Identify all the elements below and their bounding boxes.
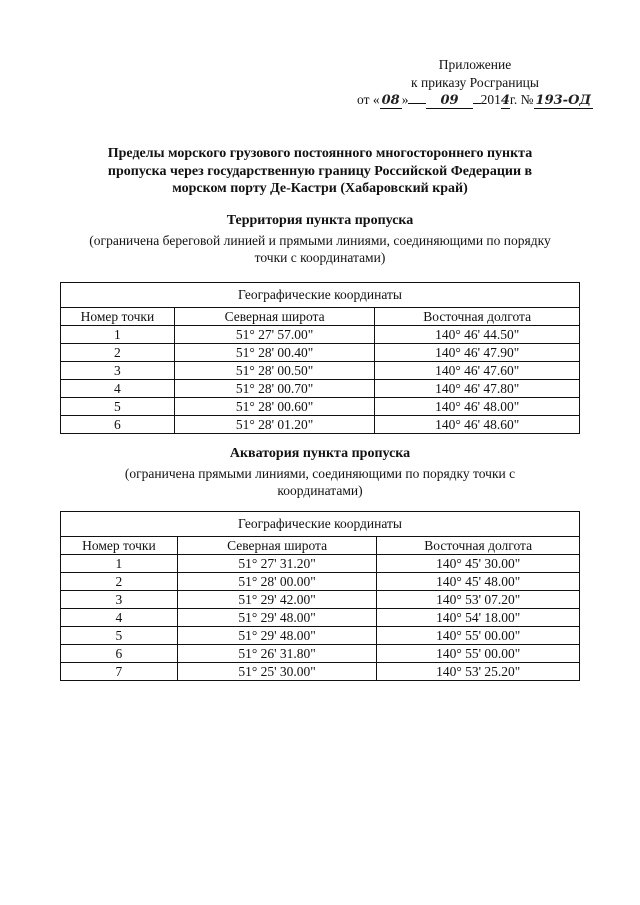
aquatory-subtitle — [60, 465, 580, 499]
territory-group-header: Географические координаты — [61, 283, 580, 308]
date-prefix: от « — [357, 92, 380, 107]
table-row — [61, 362, 580, 380]
table-row — [61, 326, 580, 344]
aquatory-coordinates-table — [60, 511, 580, 681]
point-number-cell: 5 — [61, 398, 175, 416]
latitude-cell: 51° 28' 01.20" — [174, 416, 375, 434]
longitude-cell: 140° 46' 48.60" — [375, 416, 580, 434]
longitude-cell: 140° 46' 47.80" — [375, 380, 580, 398]
title-line-2: пропуска через государственную границу Российской Федерации в — [107, 163, 533, 179]
aquatory-heading: Акватория пункта пропуска — [229, 446, 411, 461]
longitude-cell: 140° 55' 00.00" — [377, 645, 580, 663]
latitude-cell: 51° 28' 00.70" — [174, 380, 375, 398]
point-number-cell: 1 — [61, 326, 175, 344]
table-row — [61, 663, 580, 681]
order-number: 193-ОД — [535, 93, 591, 108]
table-row — [61, 591, 580, 609]
appendix-label: Приложение — [438, 57, 512, 72]
latitude-cell: 51° 28' 00.60" — [174, 398, 375, 416]
table-row — [61, 573, 580, 591]
territory-subtitle — [60, 232, 580, 266]
territory-sub-line-2: точки с координатами) — [254, 250, 386, 265]
latitude-cell: 51° 28' 00.00" — [177, 573, 377, 591]
aquatory-group-header: Географические координаты — [61, 512, 580, 537]
point-number-cell: 3 — [61, 362, 175, 380]
table-row — [61, 645, 580, 663]
latitude-cell: 51° 25' 30.00" — [177, 663, 377, 681]
latitude-cell: 51° 27' 57.00" — [174, 326, 375, 344]
latitude-cell: 51° 28' 00.50" — [174, 362, 375, 380]
point-number-cell: 2 — [61, 344, 175, 362]
date-mid: » — [401, 92, 409, 107]
aquatory-col-number: Номер точки — [61, 537, 178, 555]
aquatory-sub-line-1: (ограничена прямыми линиями, соединяющими по порядку точки с — [124, 466, 516, 481]
table-row — [61, 416, 580, 434]
table-row — [61, 398, 580, 416]
latitude-cell: 51° 29' 42.00" — [177, 591, 377, 609]
date-year-prefix: 201 — [480, 92, 501, 107]
point-number-cell: 4 — [61, 380, 175, 398]
point-number-cell: 4 — [61, 609, 178, 627]
title-line-3: морском порту Де-Кастри (Хабаровский край) — [172, 181, 468, 196]
longitude-cell: 140° 46' 48.00" — [375, 398, 580, 416]
territory-col-longitude: Восточная долгота — [375, 308, 580, 326]
longitude-cell: 140° 54' 18.00" — [377, 609, 580, 627]
appendix-order-ref: к приказу Росграницы — [411, 74, 539, 90]
table-row — [61, 627, 580, 645]
point-number-cell: 7 — [61, 663, 178, 681]
point-number-cell: 2 — [61, 573, 178, 591]
longitude-cell: 140° 55' 00.00" — [377, 627, 580, 645]
latitude-cell: 51° 28' 00.40" — [174, 344, 375, 362]
territory-sub-line-1: (ограничена береговой линией и прямыми линиями, соединяющими по порядку — [89, 233, 551, 248]
point-number-cell: 3 — [61, 591, 178, 609]
latitude-cell: 51° 26' 31.80" — [177, 645, 377, 663]
aquatory-col-longitude: Восточная долгота — [377, 537, 580, 555]
date-gap-2 — [473, 103, 481, 104]
date-year-suffix: г. № — [509, 92, 534, 107]
table-row — [61, 344, 580, 362]
table-row — [61, 609, 580, 627]
aquatory-col-latitude: Северная широта — [177, 537, 377, 555]
date-gap-1 — [408, 103, 426, 104]
appendix-date-line — [340, 91, 610, 110]
territory-heading: Территория пункта пропуска — [226, 213, 414, 228]
point-number-cell: 6 — [61, 645, 178, 663]
title-line-1: Пределы морского грузового постоянного многостороннего пункта — [107, 146, 533, 161]
table-row — [61, 555, 580, 573]
date-day: 08 — [381, 93, 400, 108]
longitude-cell: 140° 53' 25.20" — [377, 663, 580, 681]
aquatory-sub-line-2: координатами) — [277, 483, 363, 498]
point-number-cell: 5 — [61, 627, 178, 645]
longitude-cell: 140° 46' 47.90" — [375, 344, 580, 362]
date-month: 09 — [426, 93, 472, 109]
point-number-cell: 1 — [61, 555, 178, 573]
longitude-cell: 140° 45' 48.00" — [377, 573, 580, 591]
longitude-cell: 140° 46' 44.50" — [375, 326, 580, 344]
point-number-cell: 6 — [61, 416, 175, 434]
territory-coordinates-table — [60, 282, 580, 434]
latitude-cell: 51° 29' 48.00" — [177, 609, 377, 627]
appendix-block — [340, 56, 610, 110]
latitude-cell: 51° 29' 48.00" — [177, 627, 377, 645]
document-title — [60, 145, 580, 198]
longitude-cell: 140° 46' 47.60" — [375, 362, 580, 380]
longitude-cell: 140° 53' 07.20" — [377, 591, 580, 609]
longitude-cell: 140° 45' 30.00" — [377, 555, 580, 573]
date-year-digit: 4 — [500, 93, 510, 108]
territory-col-number: Номер точки — [61, 308, 175, 326]
table-row — [61, 380, 580, 398]
latitude-cell: 51° 27' 31.20" — [177, 555, 377, 573]
territory-col-latitude: Северная широта — [174, 308, 375, 326]
